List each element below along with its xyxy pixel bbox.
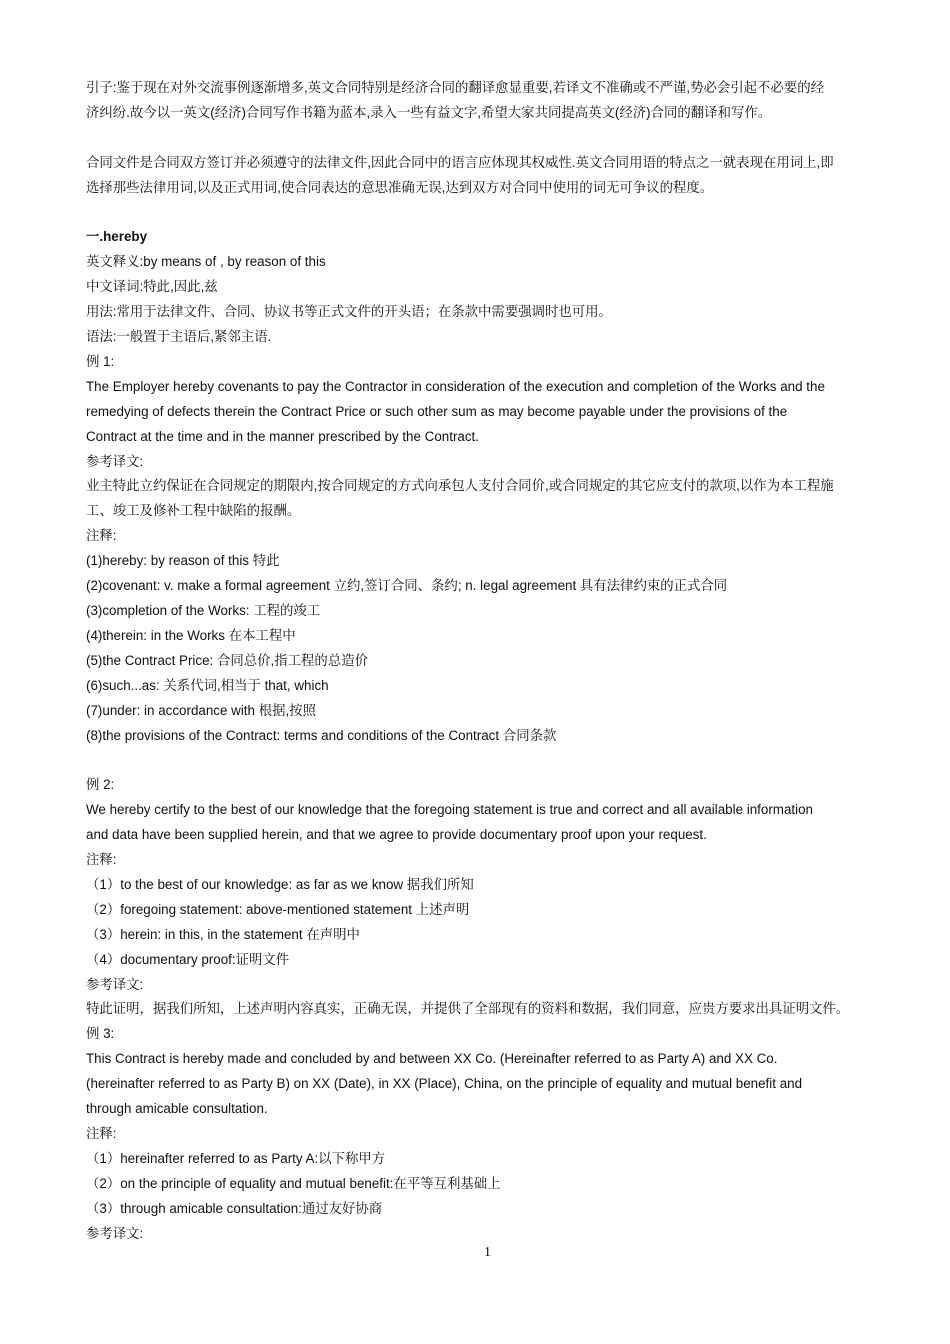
translation-label: 参考译文: bbox=[86, 453, 144, 469]
note-item: （2）foregoing statement: above-mentioned statement 上述声明 bbox=[86, 901, 470, 917]
text-line: 合同文件是合同双方签订并必须遵守的法律文件,因此合同中的语言应体现其权威性.英文合同用语的特点之一就表现在用词上,即 bbox=[86, 154, 834, 170]
example-text: The Employer hereby covenants to pay the Contractor in consideration of the execution and completion of the Works and the bbox=[86, 378, 825, 394]
document-page bbox=[86, 76, 906, 1247]
example-text: remedying of defects therein the Contract Price or such other sum as may become payable under the provisions of the bbox=[86, 403, 788, 419]
note-item: (3)completion of the Works: 工程的竣工 bbox=[86, 603, 321, 618]
note-item: （3）herein: in this, in the statement 在声明中 bbox=[86, 926, 360, 942]
example-text: through amicable consultation. bbox=[86, 1101, 268, 1117]
translation-text: 业主特此立约保证在合同规定的期限内,按合同规定的方式向承包人支付合同价,或合同规定的其它应支付的款项,以作为本工程施 bbox=[86, 478, 834, 494]
grammar-note: 语法:一般置于主语后,紧邻主语. bbox=[86, 329, 272, 345]
note-item: （1）hereinafter referred to as Party A:以下称甲方 bbox=[86, 1150, 386, 1166]
note-item: (8)the provisions of the Contract: terms and conditions of the Contract 合同条款 bbox=[86, 727, 557, 743]
notes-label: 注释: bbox=[86, 528, 117, 544]
translation-label: 参考译文: bbox=[86, 976, 144, 992]
translation-label: 参考译文: bbox=[86, 1225, 144, 1241]
example-label: 例 3: bbox=[86, 1026, 115, 1042]
overview-paragraph bbox=[86, 151, 906, 201]
text-line: 选择那些法律用词,以及正式用词,使合同表达的意思准确无误,达到双方对合同中使用的词无可争议的程度。 bbox=[86, 179, 714, 195]
example-label: 例 1: bbox=[86, 353, 115, 369]
section-heading: 一.hereby bbox=[86, 229, 148, 245]
intro-paragraph bbox=[86, 76, 906, 126]
note-item: (7)under: in accordance with 根据,按照 bbox=[86, 702, 316, 718]
notes-label: 注释: bbox=[86, 1126, 117, 1142]
example-text: This Contract is hereby made and concluded by and between XX Co. (Hereinafter referred to as Party A) and XX Co. bbox=[86, 1051, 778, 1067]
translation-text: 特此证明，据我们所知，上述声明内容真实，正确无误，并提供了全部现有的资料和数据，我们同意，应贵方要求出具证明文件。 bbox=[86, 1001, 850, 1017]
notes-label: 注释: bbox=[86, 852, 117, 868]
note-item: （4）documentary proof:证明文件 bbox=[86, 951, 290, 967]
text-line: 济纠纷.故今以一英文(经济)合同写作书籍为蓝本,录入一些有益文字,希望大家共同提高英文(经济)合同的翻译和写作。 bbox=[86, 104, 772, 120]
example-text: (hereinafter referred to as Party B) on XX (Date), in XX (Place), China, on the principle of equality and mutual benefit and bbox=[86, 1076, 803, 1092]
english-definition: 英文释义:by means of , by reason of this bbox=[86, 254, 326, 270]
example-text: Contract at the time and in the manner prescribed by the Contract. bbox=[86, 428, 479, 444]
example-text: and data have been supplied herein, and that we agree to provide documentary proof upon your request. bbox=[86, 827, 707, 843]
text-line: 引子:鉴于现在对外交流事例逐渐增多,英文合同特别是经济合同的翻译愈显重要,若译文不准确或不严谨,势必会引起不必要的经 bbox=[86, 80, 824, 95]
note-item: (4)therein: in the Works 在本工程中 bbox=[86, 627, 296, 643]
example-text: We hereby certify to the best of our knowledge that the foregoing statement is true and correct and all available information bbox=[86, 802, 813, 818]
usage-note: 用法:常用于法律文件、合同、协议书等正式文件的开头语；在条款中需要强调时也可用。 bbox=[86, 304, 612, 320]
note-item: （3）through amicable consultation:通过友好协商 bbox=[86, 1200, 383, 1216]
note-item: (1)hereby: by reason of this 特此 bbox=[86, 553, 280, 569]
note-item: （1）to the best of our knowledge: as far as we know 据我们所知 bbox=[86, 876, 474, 892]
note-item: （2）on the principle of equality and mutual benefit:在平等互利基础上 bbox=[86, 1175, 501, 1191]
example-label: 例 2: bbox=[86, 777, 115, 793]
note-item: (2)covenant: v. make a formal agreement 立约,签订合同、条约; n. legal agreement 具有法律约束的正式合同 bbox=[86, 578, 728, 594]
note-item: (6)such...as: 关系代词,相当于 that, which bbox=[86, 677, 329, 693]
note-item: (5)the Contract Price: 合同总价,指工程的总造价 bbox=[86, 652, 368, 668]
page-number: 1 bbox=[484, 1245, 491, 1260]
chinese-translation: 中文译词:特此,因此,兹 bbox=[86, 279, 218, 295]
translation-text: 工、竣工及修补工程中缺陷的报酬。 bbox=[86, 503, 301, 519]
